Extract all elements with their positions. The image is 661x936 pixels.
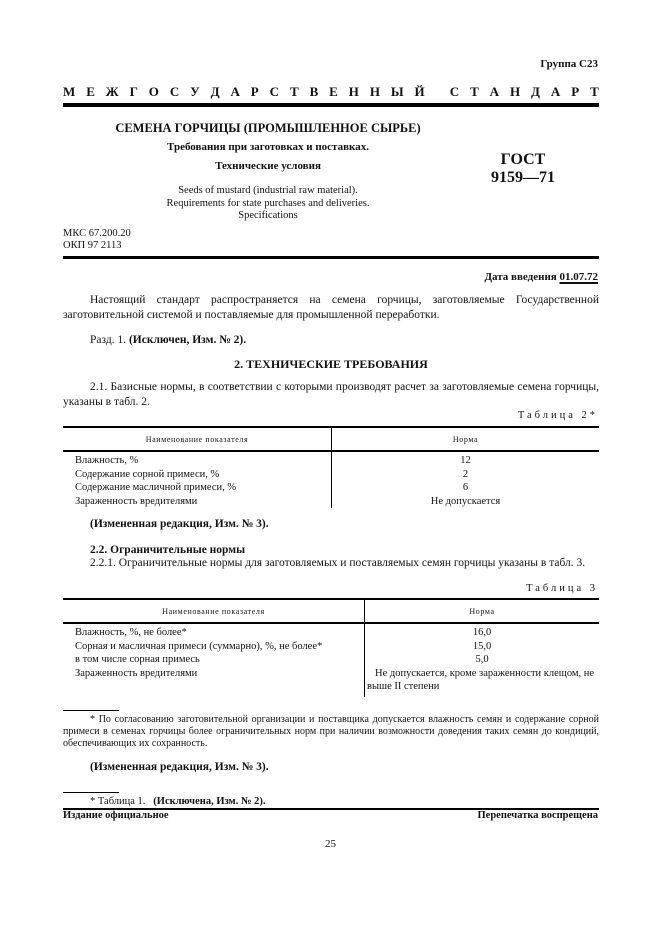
table2-header-norm: Норма [332,427,600,451]
banner-letter: С [169,84,180,99]
interstate-standard-banner [63,84,599,100]
title-en-line3: Specifications [238,210,298,221]
paragraph-2-1: 2.1. Базисные нормы, в соответствии с которыми производят расчет за заготовляемые семена горчицы, указаны в табл. 2. [63,381,599,408]
banner-letter: Н [509,84,521,99]
banner-letter: В [309,84,319,99]
group-code: Группа С23 [540,58,598,70]
table3-cell: Влажность, %, не более* [75,627,187,638]
table3-header-norm: Норма [365,599,600,623]
table2-caption: Таблица 2* [517,410,598,421]
gost-number: 9159—71 [491,169,555,186]
title-ru-sub2: Технические условия [215,160,321,172]
banner-letter: С [449,84,460,99]
scope-paragraph: Настоящий стандарт распространяется на семена горчицы, заготовляемые Государственной заготовительной системой и поставляемые для промышленной переработки. [63,294,599,321]
title-ru-main: СЕМЕНА ГОРЧИЦЫ (ПРОМЫШЛЕННОЕ СЫРЬЕ) [115,121,421,135]
table3-cell: в том числе сорная примесь [75,654,200,665]
table3-footnote: * По согласованию заготовительной организации и поставщика допускается влажность семян и содержание сорной примеси в семенах горчицы более ограничительных норм при наличии возможности доведения таких семян до кондиций, обеспечивающих их сохранность. [63,714,599,749]
mks-code: МКС 67.200.20 [63,228,131,239]
banner-letter: А [550,84,561,99]
banner-letter: Й [414,84,425,99]
table2-cell: Содержание сорной примеси, % [75,468,220,480]
official-edition: Издание официальное [63,810,169,821]
banner-rule [63,103,599,107]
footnote-rule [63,710,119,711]
banner-letter: Т [590,84,599,99]
banner-letter: М [63,84,76,99]
banner-letter: Н [369,84,380,99]
banner-letter: Д [531,84,540,99]
footnote-rule-2 [63,792,119,793]
section1-note [63,333,599,348]
title-en [63,185,473,223]
title-en-line1: Seeds of mustard (industrial raw material). [178,185,358,196]
intro-date-label: Дата введения [484,271,557,283]
table3-cell: Сорная и масличная примеси (суммарно), %, не более* [75,640,323,652]
section2-heading: 2. ТЕХНИЧЕСКИЕ ТРЕБОВАНИЯ [234,357,428,371]
table2-header-indicator: Наименование показателя [63,427,332,451]
section1-prefix: Разд. 1. [90,334,127,346]
table-row [63,495,599,509]
amendment-note-1: (Измененная редакция, Изм. № 3). [90,518,269,530]
banner-letter: А [489,84,500,99]
table1-excluded: (Исключена, Изм. № 2). [153,796,266,807]
banner-letter: Ы [390,84,404,99]
table2-cell: 12 [332,451,600,468]
paragraph-2-2-heading: 2.2. Ограничительные нормы [90,544,246,556]
banner-letter: У [190,84,200,99]
table3-cell: 5,0 [365,653,600,667]
table3-cell: 15,0 [365,640,600,654]
banner-letter: Н [348,84,359,99]
title-en-line2: Requirements for state purchases and deliveries. [166,197,370,209]
intro-date [484,271,598,283]
table3 [63,598,599,697]
gost-designation [488,151,558,187]
page-number: 25 [325,838,336,850]
table3-cell: Зараженность вредителями [75,667,198,679]
banner-letter: Д [210,84,220,99]
table2 [63,426,599,508]
table2-cell: Не допускается [332,495,600,509]
table2-cell: 2 [332,468,600,482]
title-ru-sub1: Требования при заготовках и поставках. [167,141,369,153]
table-row [63,640,599,654]
okp-code: ОКП 97 2113 [63,239,122,251]
header-rule [63,256,599,259]
classification-codes [63,228,131,251]
banner-letter: А [230,84,240,99]
table2-cell: 6 [332,481,600,495]
table-row [63,623,599,640]
table-row [63,667,599,697]
table1-footnote [63,796,599,808]
amendment-note-2: (Измененная редакция, Изм. № 3). [90,761,269,773]
table2-cell: Зараженность вредителями [75,495,198,507]
banner-letter [436,84,439,100]
banner-letter: Е [86,84,95,99]
table3-caption: Таблица 3 [526,583,598,594]
table-row [63,468,599,482]
intro-date-value: 01.07.72 [559,271,598,283]
table2-cell: Содержание масличной примеси, % [75,482,237,493]
banner-letter: Р [571,84,580,99]
table1-prefix: * Таблица 1. [90,796,146,807]
banner-letter: Т [289,84,299,99]
section1-excluded: (Исключен, Изм. № 2). [128,334,247,346]
banner-letter: С [269,84,280,99]
banner-letter: Ж [105,84,119,99]
table3-cell: 16,0 [365,623,600,640]
table3-cell: Не допускается, кроме зараженности клещом, не выше II степени [365,667,600,697]
gost-label: ГОСТ [500,151,546,168]
table-row [63,451,599,468]
table3-header-indicator: Наименование показателя [63,599,365,623]
banner-letter: О [148,84,159,99]
table-row [63,481,599,495]
table2-cell: Влажность, % [75,455,139,466]
banner-letter: Т [470,84,479,99]
table-row [63,653,599,667]
banner-letter: Е [329,84,338,99]
banner-letter: Г [129,84,138,99]
banner-letter: Р [250,84,259,99]
paragraph-2-2-1: 2.2.1. Ограничительные нормы для заготовляемых и поставляемых семян горчицы указаны в табл. 3. [90,557,586,569]
reprint-prohibited: Перепечатка воспрещена [477,810,598,821]
